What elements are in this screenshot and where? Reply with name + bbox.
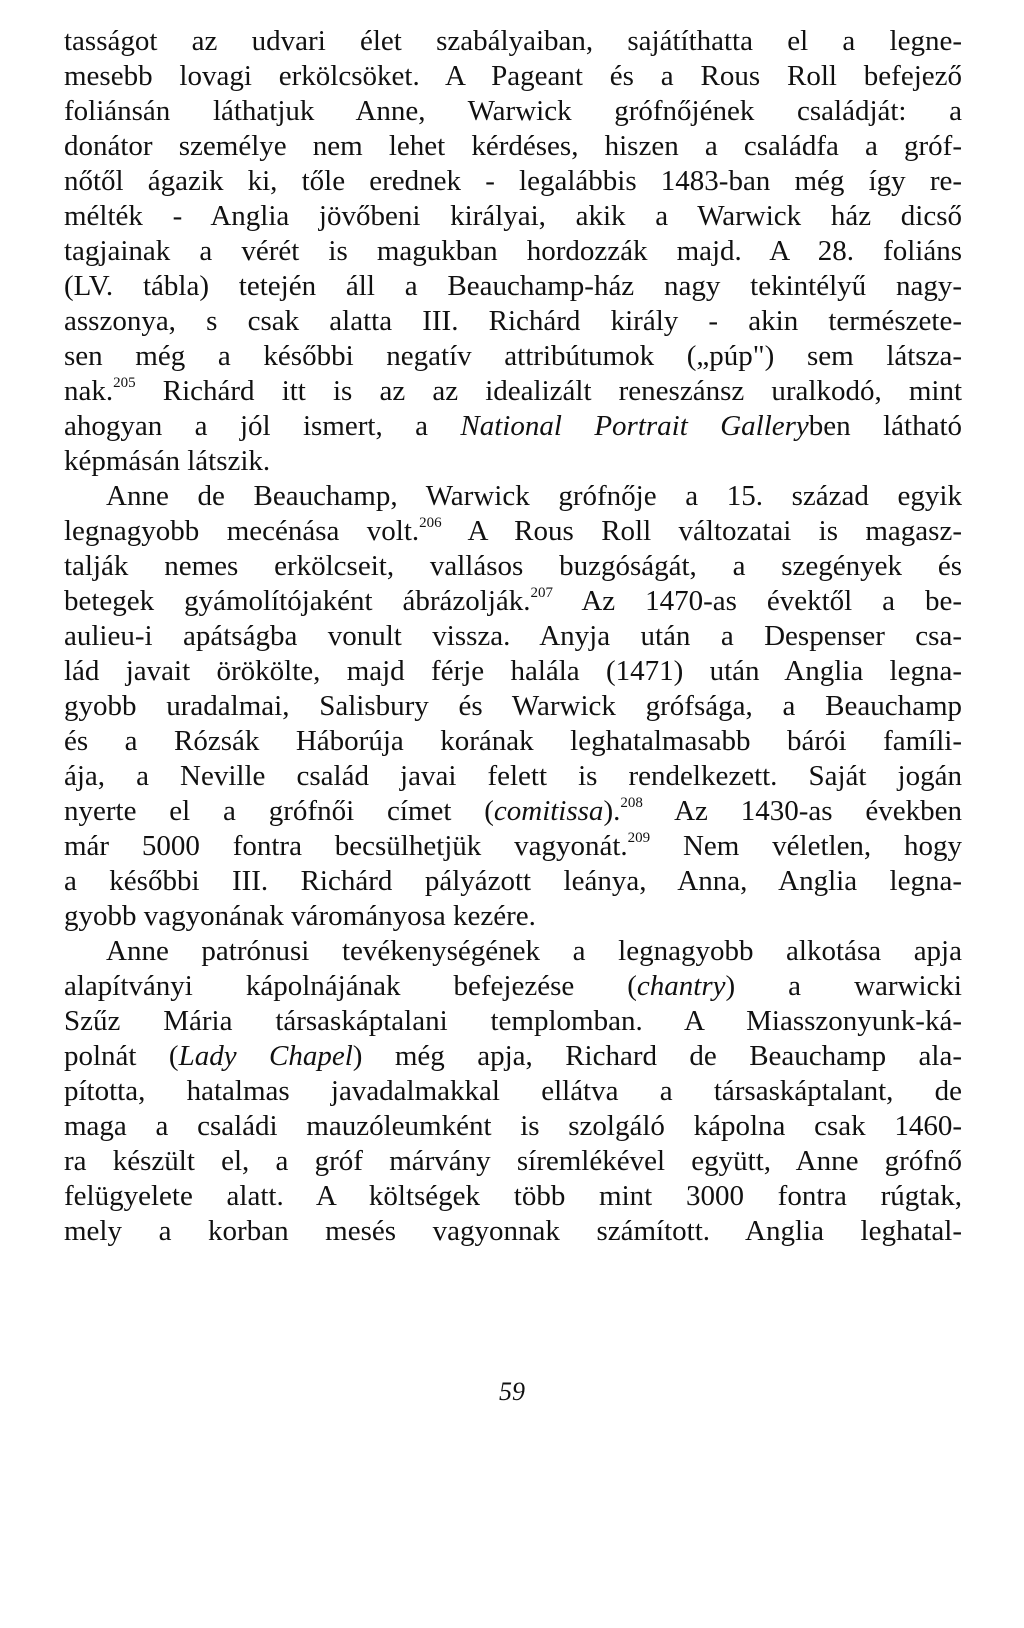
text-line [64,514,962,549]
text-line [64,794,962,829]
text-segment: polnát ( [64,1040,179,1072]
text-segment: alapítványi kápolnájának befejezése ( [64,970,637,1002]
text-segment: ahogyan a jól ismert, a [64,410,461,442]
text-line [64,1039,962,1074]
footnote-ref: 208 [620,795,643,812]
text-segment: ben látható [808,410,962,442]
text-line: tasságot az udvari élet szabályaiban, sajátíthatta el a legne- [64,25,962,57]
footnote-ref: 207 [530,585,554,602]
text-segment: ) a warwicki [725,970,962,1002]
text-line: mélték - Anglia jövőbeni királyai, akik a Warwick ház dicső [64,200,962,232]
footnote-ref: 205 [113,375,136,392]
italic-title: National Portrait Gallery [460,410,809,442]
text-line: foliánsán láthatjuk Anne, Warwick grófnőjének családját: a [64,95,962,127]
text-segment: A Rous Roll változatai is magasz- [441,515,962,547]
text-line: ája, a Neville család javai felett is rendelkezett. Saját jogán [64,760,962,792]
text-line: (LV. tábla) tetején áll a Beauchamp-ház nagy tekintélyű nagy- [64,270,962,302]
text-segment: már 5000 fontra becsülhetjük vagyonát. [64,830,628,862]
text-segment: nyerte el a grófnői címet ( [64,795,494,827]
text-segment: betegek gyámolítójaként ábrázolják. [64,585,531,617]
text-line [64,829,962,864]
text-segment: Richárd itt is az az idealizált reneszánsz uralkodó, mint [135,375,962,407]
text-line: asszonya, s csak alatta III. Richárd király - akin természete- [64,305,962,337]
italic-term: comitissa [493,795,604,827]
text-line [64,374,962,409]
text-line: Szűz Mária társaskáptalani templomban. A Miasszonyunk-ká- [64,1005,962,1037]
text-line: lád javait örökölte, majd férje halála (1471) után Anglia legna- [64,655,962,687]
text-line [64,409,962,444]
text-line: maga a családi mauzóleumként is szolgáló kápolna csak 1460- [64,1110,962,1142]
italic-term: chantry [636,970,726,1002]
text-line: sen még a későbbi negatív attribútumok („púp") sem látsza- [64,340,962,372]
text-line: Anne patrónusi tevékenységének a legnagyobb alkotása apja [106,935,962,967]
text-line: nőtől ágazik ki, tőle erednek - legalábbis 1483-ban még így re- [64,165,962,197]
text-segment: ). [603,795,621,827]
text-segment: Az 1430-as években [642,795,962,827]
text-line: tagjainak a vérét is magukban hordozzák majd. A 28. foliáns [64,235,962,267]
footnote-ref: 206 [419,515,442,532]
text-line [64,584,962,619]
text-line: ra készült el, a gróf márvány síremlékével együtt, Anne grófnő [64,1145,962,1177]
text-segment: nak. [64,375,114,407]
body-text [64,24,962,1249]
text-line: képmásán látszik. [64,445,271,477]
text-segment: ) még apja, Richard de Beauchamp ala- [352,1040,962,1072]
text-line [64,969,962,1004]
text-line: felügyelete alatt. A költségek több mint 3000 fontra rúgtak, [64,1180,962,1212]
text-line: Anne de Beauchamp, Warwick grófnője a 15. század egyik [106,480,962,512]
text-segment: Az 1470-as évektől a be- [553,585,962,617]
text-line: gyobb uradalmai, Salisbury és Warwick grófsága, a Beauchamp [64,690,962,722]
text-line: és a Rózsák Háborúja korának leghatalmasabb bárói famíli- [64,725,962,757]
page-number: 59 [499,1377,525,1406]
footnote-ref: 209 [627,830,651,847]
text-line: a későbbi III. Richárd pályázott leánya, Anna, Anglia legna- [64,865,962,897]
text-line: aulieu-i apátságba vonult vissza. Anyja után a Despenser csa- [64,620,962,652]
text-line: mely a korban mesés vagyonnak számított. Anglia leghatal- [64,1215,962,1247]
text-line: talják nemes erkölcseit, vallásos buzgóságát, a szegények és [64,550,962,582]
text-line: gyobb vagyonának várományosa kezére. [64,900,536,932]
text-segment: Nem véletlen, hogy [650,830,962,862]
text-segment: legnagyobb mecénása volt. [64,515,420,547]
text-line: pította, hatalmas javadalmakkal ellátva a társaskáptalant, de [64,1075,962,1107]
italic-term: Lady Chapel [178,1040,353,1072]
text-line: donátor személye nem lehet kérdéses, hiszen a családfa a gróf- [64,130,962,162]
text-line: mesebb lovagi erkölcsöket. A Pageant és a Rous Roll befejező [64,60,962,92]
